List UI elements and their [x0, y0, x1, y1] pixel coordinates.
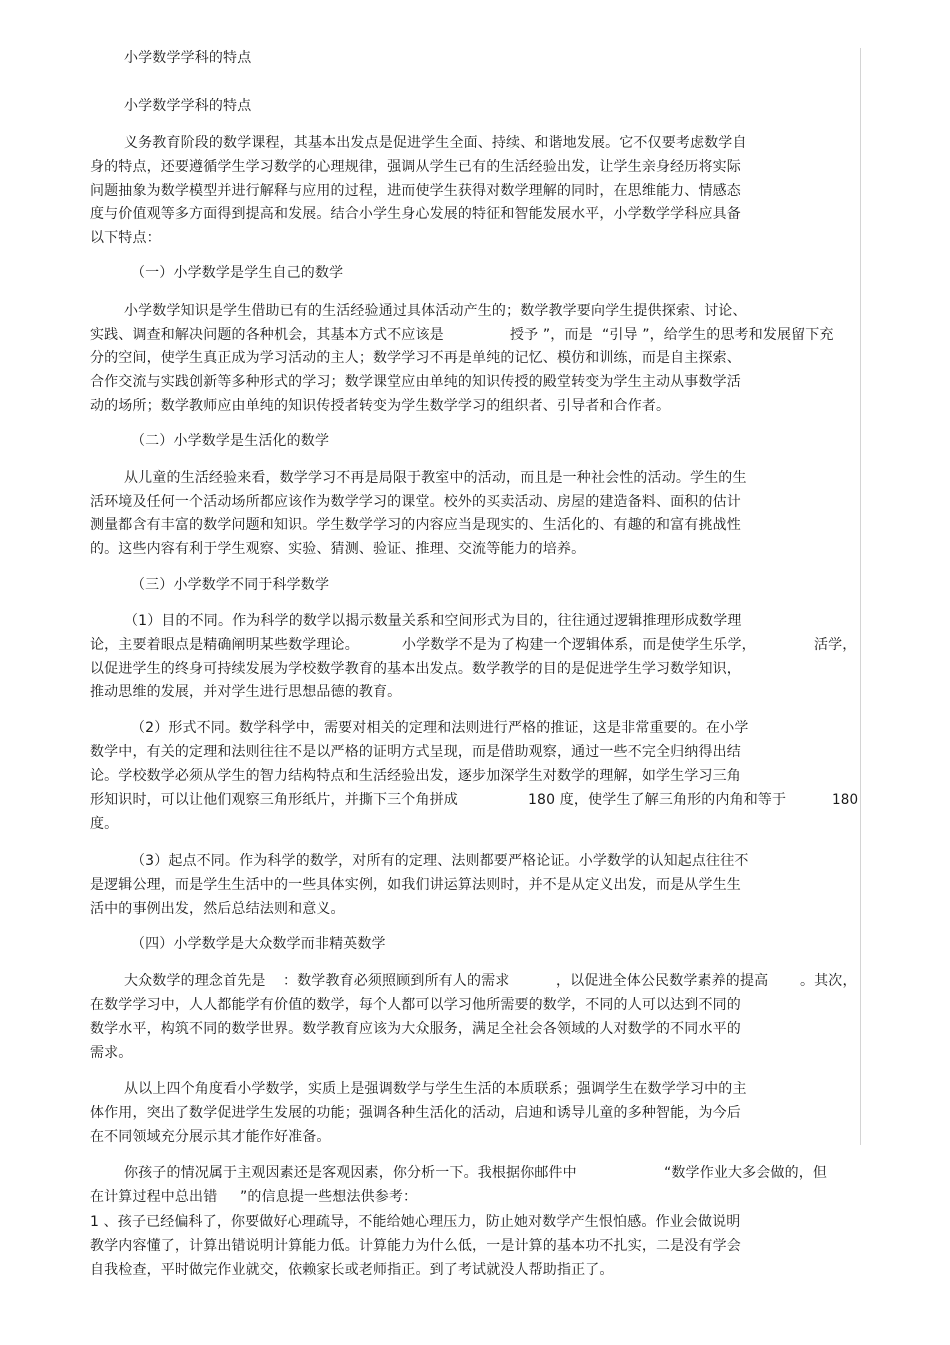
section4-line: ，以促进全体公民数学素养的提高	[556, 973, 769, 989]
reply-line: “数学作业大多会做的，但	[664, 1165, 828, 1181]
intro-line: 以下特点：	[90, 230, 161, 246]
page-title: 小学数学学科的特点	[124, 98, 252, 114]
section4-line: 。其次，	[800, 973, 857, 989]
section1-line: 小学数学知识是学生借助已有的生活经验通过具体活动产生的；数学教学要向学生提供探索、讨论、	[124, 303, 747, 319]
reply-line: 你孩子的情况属于主观因素还是客观因素，你分析一下。我根据你邮件中	[124, 1165, 577, 1181]
section3-line: （1）目的不同。作为科学的数学以揭示数量关系和空间形式为目的，往往通过逻辑推理形成数学理	[124, 613, 742, 629]
section-heading: （三）小学数学不同于科学数学	[131, 577, 330, 593]
section3-line: 180 度，使学生了解三角形的内角和等于	[528, 792, 787, 808]
section1-line: 分的空间，使学生真正成为学习活动的主人；数学学习不再是单纯的记忆、模仿和训练，而是自主探索、	[90, 350, 741, 366]
section3-line: （3）起点不同。作为科学的数学，对所有的定理、法则都要严格论证。小学数学的认知起点往往不	[131, 853, 749, 869]
section4-line: 在数学学习中，人人都能学有价值的数学，每个人都可以学习他所需要的数学，不同的人可以达到不同的	[90, 997, 741, 1013]
section3-line: 推动思维的发展，并对学生进行思想品德的教育。	[90, 684, 402, 700]
intro-line: 度与价值观等多方面得到提高和发展。结合小学生身心发展的特征和智能发展水平，小学数学学科应具备	[90, 206, 741, 222]
section3-line: 以促进学生的终身可持续发展为学校数学教育的基本出发点。数学教学的目的是促进学生学习数学知识，	[90, 661, 741, 677]
section1-line: 实践、调查和解决问题的各种机会，其基本方式不应该是	[90, 327, 444, 343]
section3-line: 是逻辑公理，而是学生生活中的一些具体实例，如我们讲运算法则时，并不是从定义出发，而是从学生生	[90, 877, 741, 893]
section3-line: 形知识时，可以让他们观察三角形纸片，并撕下三个角拼成	[90, 792, 458, 808]
section-heading: （二）小学数学是生活化的数学	[131, 433, 330, 449]
section3-line: 小学数学不是为了构建一个逻辑体系，而是使学生乐学，	[402, 637, 756, 653]
section4-line: ：数学教育必须照顾到所有人的需求	[283, 973, 510, 989]
intro-line: 问题抽象为数学模型并进行解释与应用的过程，进而使学生获得对数学理解的同时，在思维能力、情感态	[90, 183, 741, 199]
section3-line: 论，主要着眼点是精确阐明某些数学理论。	[90, 637, 359, 653]
section3-line: 180	[832, 792, 859, 808]
section3-line: （2）形式不同。数学科学中，需要对相关的定理和法则进行严格的推证，这是非常重要的。在小学	[131, 720, 749, 736]
intro-line: 义务教育阶段的数学课程，其基本出发点是促进学生全面、持续、和谐地发展。它不仅要考虑数学自	[124, 135, 747, 151]
reply-line: 自我检查，平时做完作业就交，依赖家长或老师指正。到了考试就没人帮助指正了。	[90, 1262, 614, 1278]
section3-line: 论。学校数学必须从学生的智力结构特点和生活经验出发，逐步加深学生对数学的理解，如学生学习三角	[90, 768, 741, 784]
section-heading: （四）小学数学是大众数学而非精英数学	[131, 936, 386, 952]
section4-line: 需求。	[90, 1045, 133, 1061]
section2-line: 的。这些内容有利于学生观察、实验、猜测、验证、推理、交流等能力的培养。	[90, 541, 586, 557]
section3-line: 活学，	[814, 637, 857, 653]
section3-line: 数学中，有关的定理和法则往往不是以严格的证明方式呈现，而是借助观察，通过一些不完全归纳得出结	[90, 744, 741, 760]
section3-line: 度。	[90, 816, 119, 832]
section3-line: 活中的事例出发，然后总结法则和意义。	[90, 901, 345, 917]
reply-line: 教学内容懂了，计算出错说明计算能力低。计算能力为什么低，一是计算的基本功不扎实，二是没有学会	[90, 1238, 741, 1254]
section4-line: 大众数学的理念首先是	[124, 973, 266, 989]
section2-line: 从儿童的生活经验来看，数学学习不再是局限于教室中的活动，而且是一种社会性的活动。学生的生	[124, 470, 747, 486]
reply-line: 1 、孩子已经偏科了，你要做好心理疏导，不能给她心理压力，防止她对数学产生恨怕感。作业会做说明	[90, 1214, 741, 1230]
section1-line: 动的场所；数学教师应由单纯的知识传授者转变为学生数学学习的组织者、引导者和合作者。	[90, 398, 671, 414]
page-right-border	[860, 48, 861, 1145]
reply-line: 在计算过程中总出错	[90, 1189, 218, 1205]
section1-line: 合作交流与实践创新等多种形式的学习；数学课堂应由单纯的知识传授的殿堂转变为学生主动从事数学活	[90, 374, 741, 390]
conclusion-line: 从以上四个角度看小学数学，实质上是强调数学与学生生活的本质联系；强调学生在数学学习中的主	[124, 1081, 747, 1097]
section4-line: 数学水平，构筑不同的数学世界。数学教育应该为大众服务，满足全社会各领域的人对数学的不同水平的	[90, 1021, 741, 1037]
reply-line: ”的信息提一些想法供参考：	[240, 1189, 418, 1205]
header-title: 小学数学学科的特点	[124, 50, 252, 66]
section2-line: 活环境及任何一个活动场所都应该作为数学学习的课堂。校外的买卖活动、房屋的建造备料、面积的估计	[90, 494, 741, 510]
conclusion-line: 在不同领域充分展示其才能作好准备。	[90, 1129, 331, 1145]
intro-line: 身的特点，还要遵循学生学习数学的心理规律，强调从学生已有的生活经验出发，让学生亲身经历将实际	[90, 159, 741, 175]
conclusion-line: 体作用，突出了数学促进学生发展的功能；强调各种生活化的活动，启迪和诱导儿童的多种智能，为今后	[90, 1105, 741, 1121]
section2-line: 测量都含有丰富的数学问题和知识。学生数学学习的内容应当是现实的、生活化的、有趣的和富有挑战性	[90, 517, 741, 533]
section-heading: （一）小学数学是学生自己的数学	[131, 265, 344, 281]
section1-line: 授予 ”，而是 “引导 ”，给学生的思考和发展留下充	[510, 327, 834, 343]
